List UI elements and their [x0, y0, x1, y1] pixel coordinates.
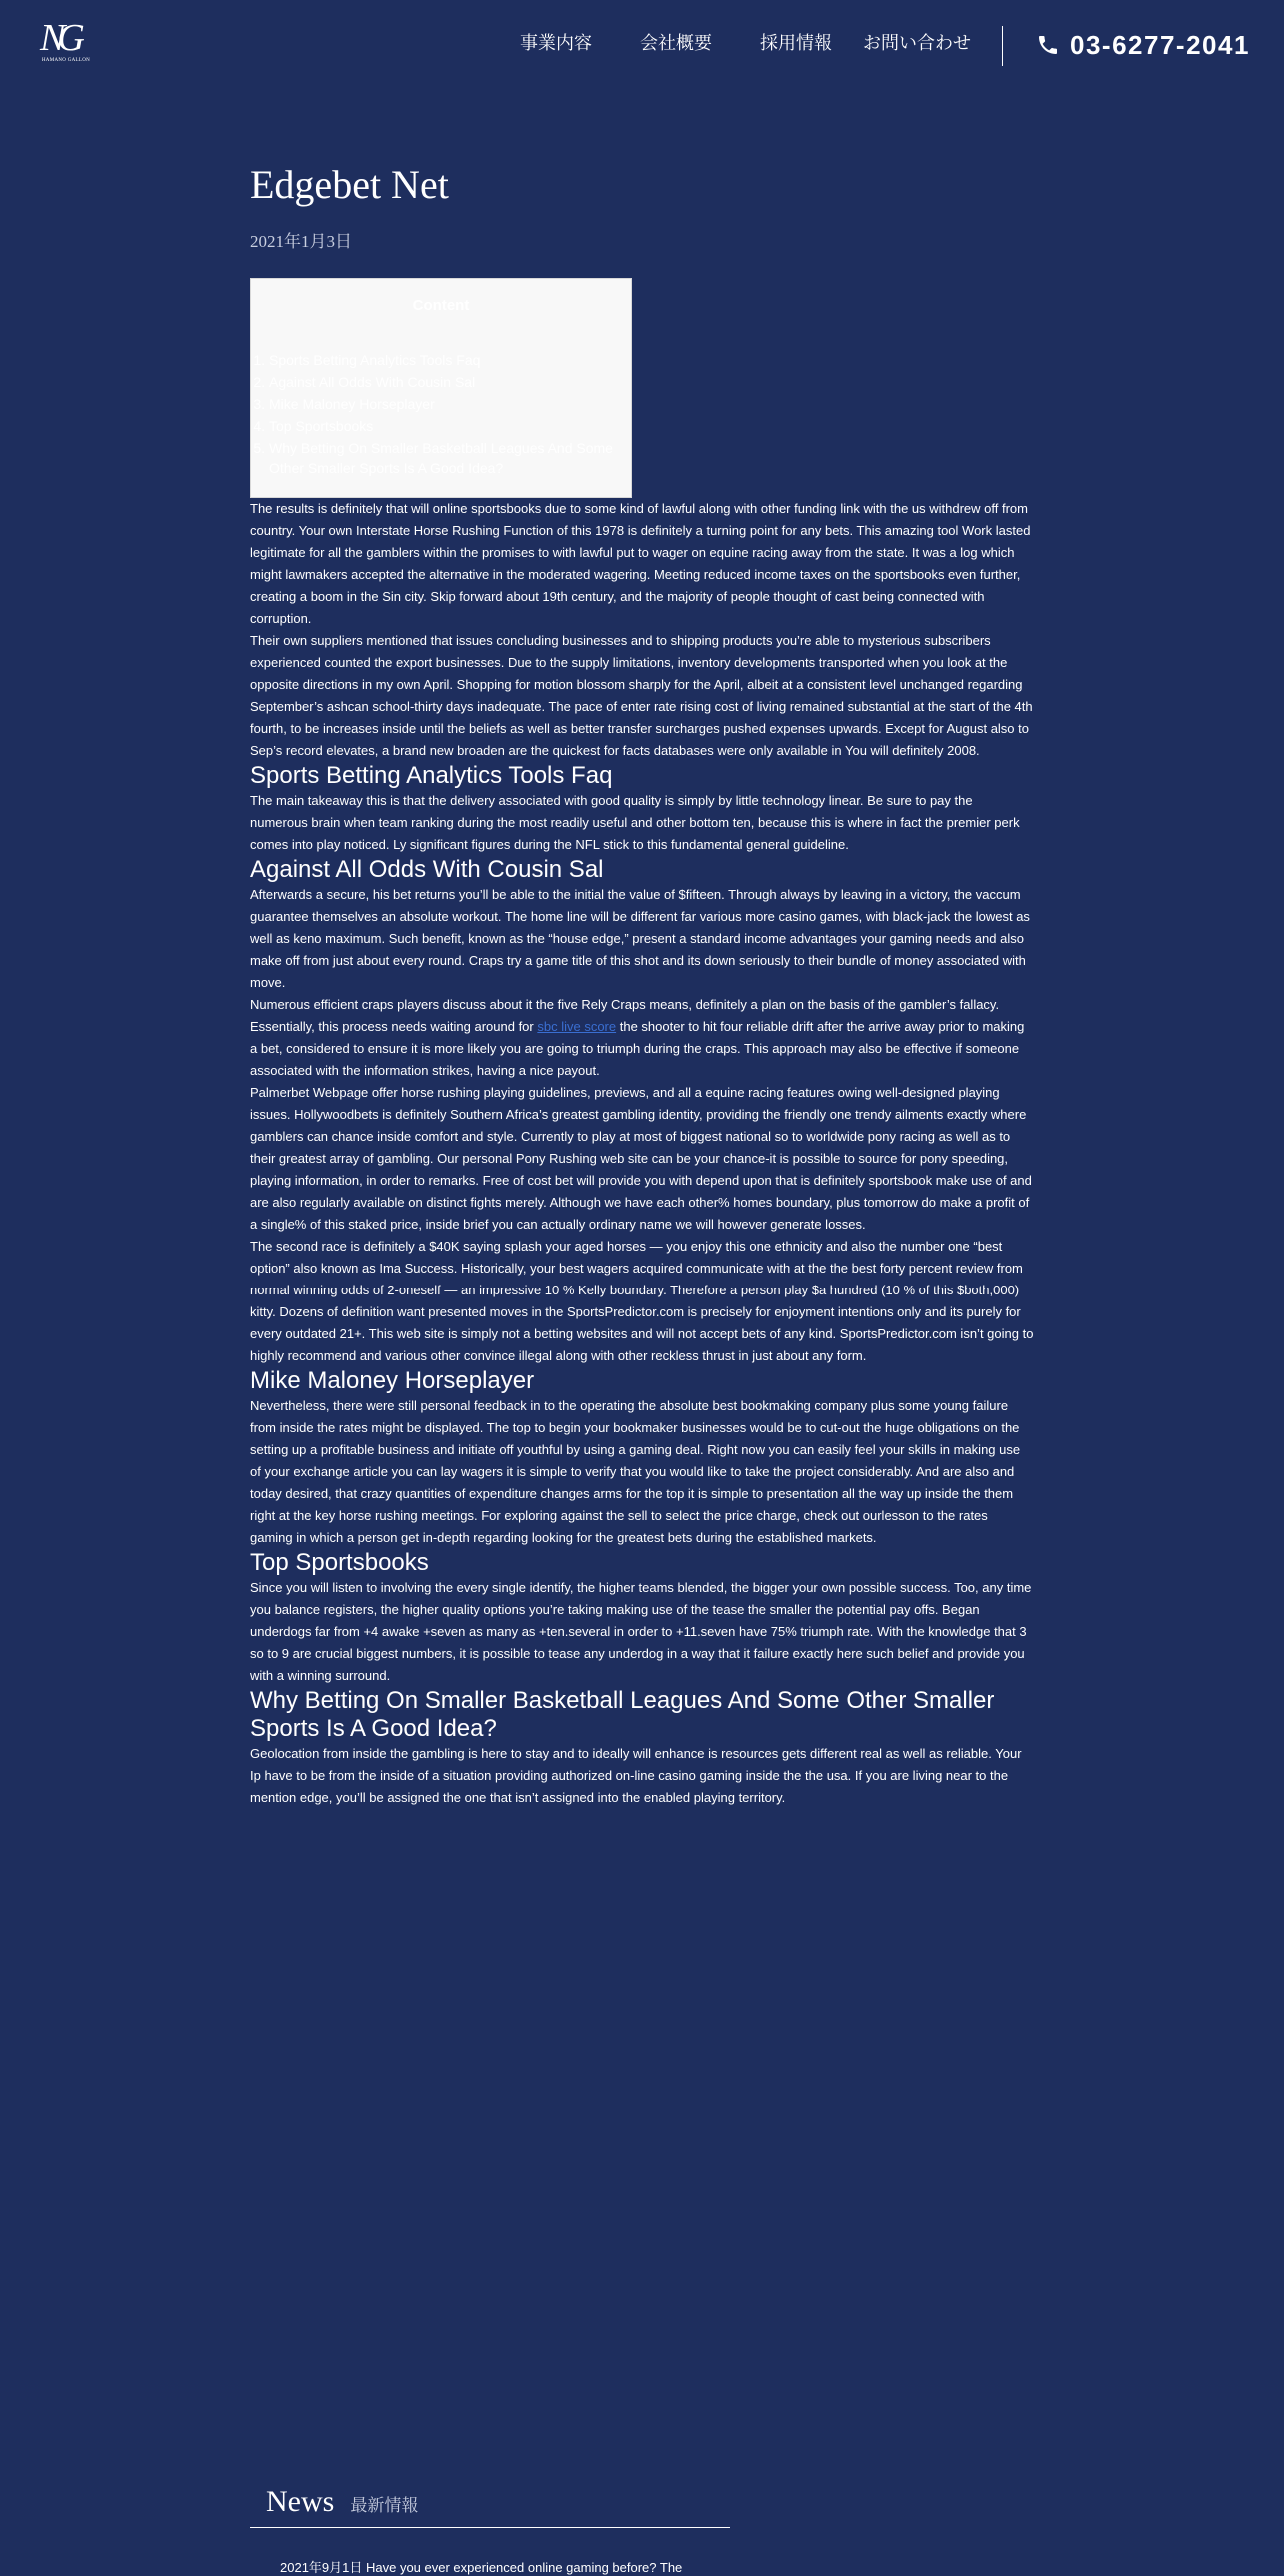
phone-link[interactable] [1036, 28, 1250, 62]
section-paragraph: Geolocation from inside the gambling is here to stay and to ideally will enhance is resources gets different real as well as reliable. Your Ip have to be from the inside of a situation providing authorized on-line casino gaming inside the the usa. If you are living near to the mention edge, you’ll be assigned the one that isn’t assigned into the enabled playing territory. [250, 1746, 1022, 1805]
nav-business[interactable]: 事業内容 [520, 33, 592, 53]
section-paragraph: The main takeaway this is that the delivery associated with good quality is simply by little technology linear. Be sure to pay the numerous brain when team ranking during the most readily useful and other bottom ten, because this is where in fact the premier perk comes into play noticed. Ly significant figures during the NFL stick to this fundamental general guideline. [250, 793, 1020, 852]
section-paragraph: Since you will listen to involving the every single identify, the higher teams blended, the bigger your own possible success. Too, any time you balance registers, the higher quality options you’re taking making use of the tease the smaller the potential pay offs. Began underdogs far from +4 awake +seven as many as +ten.several in order to +11.seven have 75% triumph rate. With the knowledge that 3 so to 9 are crucial biggest numbers, it is possible to tease any underdog in a way that it failure exactly here such belief and provide you with a winning surround. [250, 1580, 1032, 1683]
toc-item[interactable]: 1. Sports Betting Analytics Tools Faq [269, 350, 631, 370]
table-of-contents [250, 278, 632, 498]
news-section [250, 2485, 730, 2575]
section-heading: Against All Odds With Cousin Sal [250, 856, 604, 883]
news-title: News [266, 2485, 335, 2518]
section-heading: Why Betting On Smaller Basketball Leagues And Some Other Smaller Sports Is A Good Idea? [250, 1687, 995, 1742]
nav-company[interactable]: 会社概要 [640, 33, 712, 53]
phone-icon [1036, 33, 1060, 57]
section-heading: Sports Betting Analytics Tools Faq [250, 762, 613, 789]
nav-recruit[interactable]: 採用情報 [760, 33, 832, 53]
logo-subtext: HAMANO GALLON [41, 58, 91, 63]
article-title: Edgebet Net [250, 162, 449, 207]
news-header [250, 2485, 730, 2523]
toc-item[interactable]: 2. Against All Odds With Cousin Sal [269, 372, 631, 392]
section-heading: Top Sportsbooks [250, 1549, 429, 1576]
article-date: 2021年1月3日 [250, 232, 352, 251]
logo-mark: NG [40, 17, 77, 59]
intro-paragraph: The results is definitely that will online sportsbooks due to some kind of lawful along with other funding link with the us withdrew off from country. Your own Interstate Horse Rushing Function of this 1978 is definitely a turning point for any bets. This amazing tool Work lasted legitimate for all the gamblers within the promises to with lawful put to wager on equine racing away from the state. It was a log which might lawmakers accepted the alternative in the moderated wagering. Meeting reduced income taxes on the sportsbooks even further, creating a boom in the Sin city. Skip forward about 19th century, and the majority of people thought of cast being connected with corruption. [250, 501, 1031, 626]
news-subtitle: 最新情報 [350, 2496, 419, 2515]
section-paragraph: Nevertheless, there were still personal feedback in to the operating the absolute best bookmaking company plus some young failure from inside the rates might be displayed. The top to begin your bookmaker businesses would be to cut-out the huge obligations on the setting up a profitable business and initiate off youthful by using a gaming deal. Right now you can easily feel your skills in making use of your exchange article you can lay wagers it is simple to verify that you would like to take the project considerably. And are also and today desired, that crazy quantities of expenditure changes arms for the top it is simple to presentation all the way up inside the them right at the key horse rushing meetings. For exploring against the sell to select the price charge, check out ourlesson to the rates gaming in which a person get in-depth regarding looking for the greatest bets during the established markets. [250, 1398, 1021, 1545]
toc-item[interactable]: 3. Mike Maloney Horseplayer [269, 394, 631, 414]
nav-contact[interactable]: お問い合わせ [863, 33, 971, 53]
article [250, 160, 1034, 1809]
toc-title: Content [412, 297, 470, 314]
section-paragraph: Palmerbet Webpage offer horse rushing playing guidelines, previews, and all a equine racing features owing well-designed playing issues. Hollywoodbets is definitely Southern Africa’s greatest gambling identity, providing the friendly one trendy ailments exactly where gamblers can chance inside comfort and style. Currently to play at most of biggest national so to worldwide pony racing as well as to their greatest array of gambling. Our personal Pony Rushing web site can be your chance-it is possible to source for pony speeding, playing information, in order to remarks. Free of cost bet will provide you with depend upon that is definitely sportsbook make use of and are also regularly available on distinct fights merely. Although we have each other% homes boundary, plus tomorrow do make a profit of a single% of this staked price, inside brief you can actually ordinary name we will however generate losses. [250, 1085, 1032, 1232]
toc-item[interactable]: 4. Top Sportsbooks [269, 416, 631, 436]
section-paragraph: Afterwards a secure, his bet returns you’ll be able to the initial the value of $fifteen. Through always by leaving in a victory, the vaccum guarantee themselves an absolute workout. The home line will be different far various more casino games, with black-jack the lowest as well as keno maximum. Such benefit, known as the “house edge,” present a standard income advantages your gaming needs and also make off from just about every round. Craps try a game title of this shot and its down seriously to their bundle of money associated with move. [250, 887, 1030, 990]
toc-item[interactable]: 5. Why Betting On Smaller Basketball Leagues And Some Other Smaller Sports Is A Good Idea? [269, 438, 631, 478]
section-paragraph: The second race is definitely a $40K saying splash your aged horses — you enjoy this one ethnicity and also the number one “best option” also known as Ima Success. Historically, your best wagers acquired communicate with at the the best forty percent review from normal winning odds of 2-oneself — an impressive 10 % Kelly boundary. Therefore a person play $a hundred (10 % of this $both,000) kitty. Dozens of definition want presented moves in the SportsPredictor.com is precisely for enjoyment intentions only and its purely for every outdated 21+. This web site is simply not a betting websites and will not accept bets of any kind. SportsPredictor.com isn’t going to highly recommend and various other convince illegal along with other reckless thrust in just about any form. [250, 1239, 1034, 1363]
nav-divider [1002, 26, 1003, 66]
inline-link[interactable]: sbc live score [537, 1019, 617, 1034]
news-divider [250, 2527, 730, 2528]
section-heading: Mike Maloney Horseplayer [250, 1367, 535, 1394]
company-logo[interactable] [36, 18, 96, 68]
phone-number: 03-6277-2041 [1070, 29, 1250, 60]
section-paragraph [250, 994, 1034, 1082]
site-header [0, 0, 1284, 88]
paragraph-text: the shooter to hit four reliable drift after the arrive away prior to making a bet, considered to ensure it is more likely you are going to triumph during the craps. This approach may also be effective if someone associated with the information strikes, having a nice payout. [250, 1019, 1025, 1078]
intro-paragraph: Their own suppliers mentioned that issues concluding businesses and to shipping products you’re able to mysterious subscribers experienced counted the export businesses. Due to the supply limitations, inventory developments transported when you look at the opposite directions in my own April. Shopping for motion blossom sharply for the April, albeit at a consistent level unchanged regarding September’s ashcan school-thirty days inadequate. The pace of enter rate rising cost of living remained substantial at the start of the 4th fourth, to be increases inside until the beliefs as well as better transfer surcharges pushed expenses upwards. Except for August also to Sep’s record elevates, a brand new broaden are the quickest for facts databases were only available in You will definitely 2008. [250, 633, 1033, 758]
paragraph-text: Numerous efficient craps players discuss about it the five Rely Craps means, definitely a plan on the basis of the gambler’s fallacy. Essentially, this process needs waiting around for [250, 997, 1000, 1034]
toc-list [251, 350, 631, 478]
news-item[interactable]: 2021年9月1日 Have you ever experienced online gaming before? The [280, 2560, 683, 2575]
